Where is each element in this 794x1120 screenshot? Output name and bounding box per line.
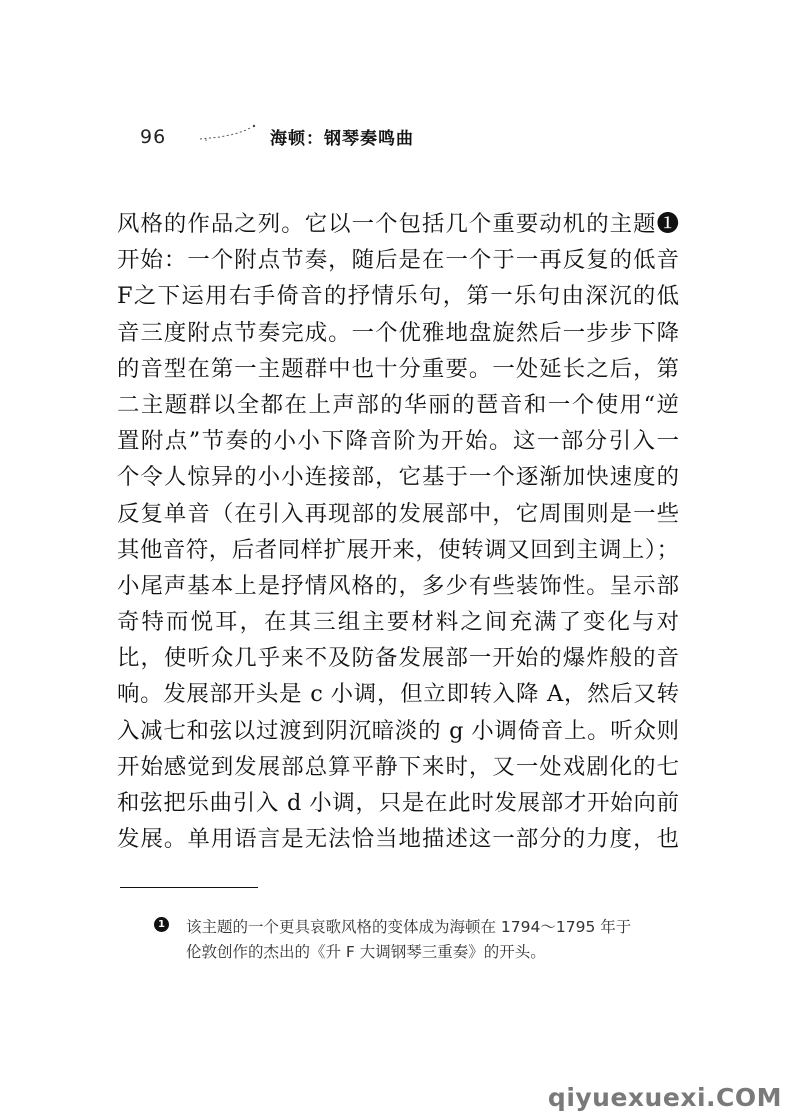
header-flourish (196, 122, 258, 144)
page-header (120, 118, 680, 148)
footnote-line: 伦敦创作的杰出的《升 F 大调钢琴三重奏》的开头。 (186, 943, 546, 961)
body-text (117, 206, 679, 857)
text-line: 开始：一个附点节奏，随后是在一个于一再反复的低音 (117, 247, 679, 274)
text-line: 比，使听众几乎来不及防备发展部一开始的爆炸般的音 (117, 645, 679, 672)
text-line: 响。发展部开头是 c 小调，但立即转入降 A，然后又转 (117, 681, 679, 708)
text-line: 二主题群以全都在上声部的华丽的琶音和一个使用“逆 (117, 391, 679, 418)
text-line: 置附点”节奏的小小下降音阶为开始。这一部分引入一 (117, 428, 679, 455)
text-line: 开始感觉到发展部总算平静下来时，又一处戏剧化的七 (117, 753, 679, 780)
page-number: 96 (140, 126, 167, 148)
footnote-rule (120, 887, 258, 888)
text-line: 奇特而悦耳，在其三组主要材料之间充满了变化与对 (117, 609, 679, 636)
text-line: 其他音符，后者同样扩展开来，使转调又回到主调上）； (117, 536, 679, 563)
text-line: 入减七和弦以过渡到阴沉暗淡的 g 小调倚音上。听众则 (117, 717, 679, 744)
text-line: 反复单音（在引入再现部的发展部中，它周围则是一些 (117, 500, 679, 527)
running-title: 海顿：钢琴奏鸣曲 (270, 129, 414, 149)
text-line: 发展。单用语言是无法恰当地描述这一部分的力度，也 (117, 826, 679, 853)
text-line: 个令人惊异的小小连接部，它基于一个逐渐加快速度的 (117, 464, 679, 491)
watermark: qiyuexuexi.COM (547, 1083, 782, 1112)
footnote-line: 该主题的一个更具哀歌风格的变体成为海顿在 1794～1795 年于 (186, 918, 632, 936)
footnote (154, 915, 684, 965)
text-line: F之下运用右手倚音的抒情乐句，第一乐句由深沉的低 (117, 283, 679, 310)
text-line: 风格的作品之列。它以一个包括几个重要动机的主题❶ (117, 211, 679, 237)
text-line: 的音型在第一主题群中也十分重要。一处延长之后，第 (117, 355, 679, 382)
text-line: 和弦把乐曲引入 d 小调，只是在此时发展部才开始向前 (117, 790, 679, 816)
text-line: 音三度附点节奏完成。一个优雅地盘旋然后一步步下降 (117, 319, 679, 346)
footnote-marker: 1 (154, 917, 169, 932)
text-line: 小尾声基本上是抒情风格的，多少有些装饰性。呈示部 (117, 572, 679, 599)
